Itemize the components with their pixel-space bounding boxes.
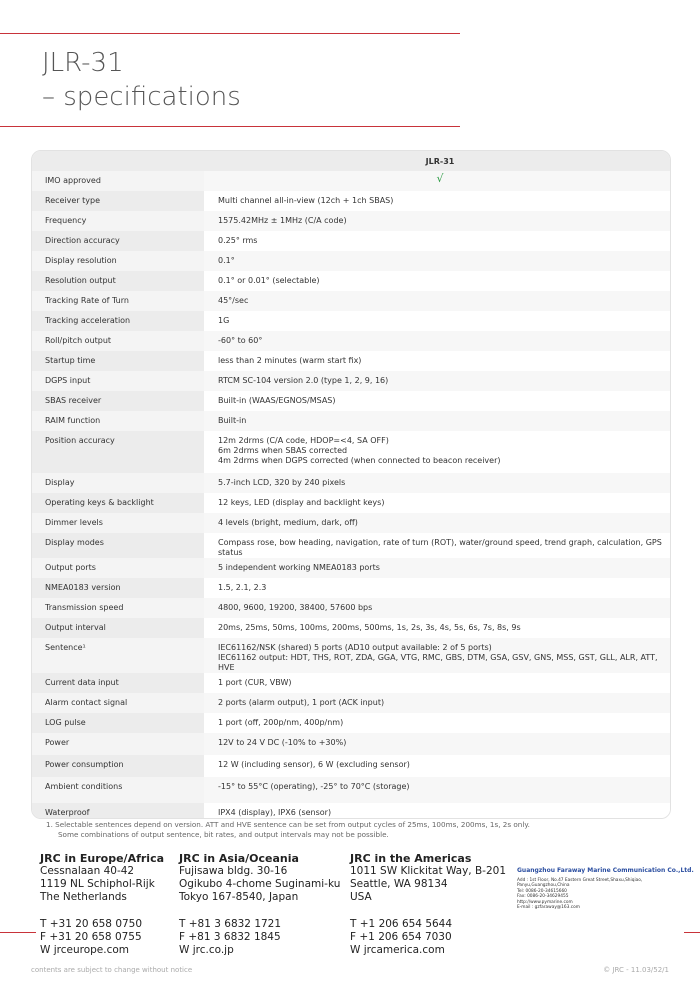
office-address-line: 1011 SW Klickitat Way, B-201 (350, 865, 507, 877)
table-row (32, 291, 670, 311)
spec-value-cell (204, 513, 670, 533)
spec-label-cell (32, 431, 204, 473)
office-phone: T +31 20 658 0750 (40, 918, 143, 930)
spec-label: SBAS receiver (45, 396, 102, 405)
spec-label: Transmission speed (45, 603, 124, 612)
dealer-fax: Fax: 0086-20-34629455 (517, 894, 569, 900)
dealer-name: Guangzhou Faraway Marine Communication Co.,Ltd. (517, 867, 694, 874)
table-row (32, 473, 670, 493)
dealer-email[interactable]: E-mail : gzfaraway@163.com (517, 905, 580, 911)
spec-label: Startup time (45, 356, 96, 365)
spec-value-cell (204, 733, 670, 755)
office-address-line: The Netherlands (40, 891, 127, 903)
footer-rule-left (0, 932, 36, 933)
spec-value-cell (204, 598, 670, 618)
spec-value-cell (204, 231, 670, 251)
dealer-stamp (517, 867, 692, 919)
spec-value: -60° to 60° (218, 336, 263, 345)
spec-label: Alarm contact signal (45, 698, 128, 707)
specifications-table (31, 150, 671, 819)
office-americas (350, 852, 515, 957)
table-row (32, 673, 670, 693)
spec-label: Position accuracy (45, 436, 115, 445)
spec-label-cell (32, 311, 204, 331)
spec-label: Current data input (45, 678, 119, 687)
office-address-line: Tokyo 167-8540, Japan (179, 891, 299, 903)
dealer-website[interactable]: http://www.pymarine.com (517, 899, 573, 905)
footnote (46, 820, 530, 840)
spec-label: Output interval (45, 623, 106, 632)
spec-value-cell (204, 673, 670, 693)
spec-value-cell (204, 755, 670, 777)
spec-label: Power (45, 738, 70, 747)
table-row (32, 777, 670, 803)
spec-label-cell (32, 231, 204, 251)
spec-label-cell (32, 473, 204, 493)
spec-label: DGPS input (45, 376, 91, 385)
spec-value: 12 keys, LED (display and backlight keys) (218, 498, 385, 507)
spec-value: IEC61162/NSK (shared) 5 ports (AD10 output available: 2 of 5 ports) IEC61162 output: HDT, THS, ROT, ZDA, GGA, VTG, RMC, GBS, DTM, GSA, GSV, GNS, MSS, GST, GLL, ALR, ATT, HVE (218, 643, 658, 672)
spec-value-cell (204, 618, 670, 638)
spec-label-cell (32, 803, 204, 819)
spec-label-cell (32, 411, 204, 431)
spec-label: Tracking acceleration (45, 316, 131, 325)
dealer-address-line: Panyu,Guangzhou,China (517, 883, 570, 889)
spec-label: Direction accuracy (45, 236, 120, 245)
spec-value: 4 levels (bright, medium, dark, off) (218, 518, 358, 527)
spec-label-cell (32, 171, 204, 191)
office-heading: JRC in the Americas (350, 852, 472, 865)
spec-value-cell (204, 371, 670, 391)
spec-label: Ambient conditions (45, 782, 123, 791)
spec-value: 1575.42MHz ± 1MHz (C/A code) (218, 216, 347, 225)
spec-value: 5.7-inch LCD, 320 by 240 pixels (218, 478, 346, 487)
table-row (32, 638, 670, 673)
spec-label: Power consumption (45, 760, 124, 769)
spec-value-cell (204, 713, 670, 733)
spec-value: 1 port (CUR, VBW) (218, 678, 292, 687)
spec-label: Receiver type (45, 196, 101, 205)
table-row (32, 598, 670, 618)
spec-label-cell (32, 755, 204, 777)
table-row (32, 513, 670, 533)
spec-value-cell (204, 431, 670, 473)
table-row (32, 618, 670, 638)
spec-label-cell (32, 513, 204, 533)
spec-label: Waterproof (45, 808, 90, 817)
table-row (32, 371, 670, 391)
table-header-row (32, 151, 670, 171)
spec-value-cell (204, 693, 670, 713)
spec-label-cell (32, 371, 204, 391)
spec-value: 12m 2drms (C/A code, HDOP=<4, SA OFF) 6m 2drms when SBAS corrected 4m 2drms when DGPS corrected (when connected to beacon receiver) (218, 436, 501, 465)
table-row (32, 331, 670, 351)
office-asia (179, 852, 351, 957)
table-row (32, 693, 670, 713)
footnote-line-2: Some combinations of output sentence, bit rates, and output intervals may not be possible. (58, 830, 389, 839)
spec-label-cell (32, 618, 204, 638)
table-row (32, 493, 670, 513)
spec-label-cell (32, 713, 204, 733)
office-fax: F +31 20 658 0755 (40, 931, 142, 943)
office-address-line: 1119 NL Schiphol-Rijk (40, 878, 155, 890)
spec-label: Tracking Rate of Turn (45, 296, 129, 305)
spec-label-cell (32, 638, 204, 673)
table-row (32, 533, 670, 558)
dealer-address-line: Add : 1st Floor, No.47 Eastern Great Street,Shaxu,Shiqiao, (517, 878, 643, 883)
spec-value-cell (204, 558, 670, 578)
spec-label-cell (32, 578, 204, 598)
header-empty-cell (32, 151, 204, 171)
spec-label: NMEA0183 version (45, 583, 121, 592)
spec-label-cell (32, 351, 204, 371)
spec-value: Multi channel all-in-view (12ch + 1ch SBAS) (218, 196, 394, 205)
office-address-line: Fujisawa bldg. 30-16 (179, 865, 288, 877)
spec-value: 0.1° (218, 256, 235, 265)
spec-value-cell (204, 351, 670, 371)
spec-value: 12 W (including sensor), 6 W (excluding sensor) (218, 760, 410, 769)
spec-value: IPX4 (display), IPX6 (sensor) (218, 808, 332, 817)
spec-label-cell (32, 673, 204, 693)
spec-value: 0.1° or 0.01° (selectable) (218, 276, 320, 285)
spec-label-cell (32, 733, 204, 755)
spec-label: Resolution output (45, 276, 116, 285)
spec-value-cell (204, 533, 670, 558)
footer-rule-right (684, 932, 700, 933)
title-subtitle: – specifications (42, 82, 241, 112)
spec-label-cell (32, 598, 204, 618)
table-row (32, 391, 670, 411)
spec-label: Display modes (45, 538, 104, 547)
spec-value: RTCM SC-104 version 2.0 (type 1, 2, 9, 16) (218, 376, 389, 385)
spec-value: 2 ports (alarm output), 1 port (ACK input) (218, 698, 385, 707)
spec-value: 4800, 9600, 19200, 38400, 57600 bps (218, 603, 373, 612)
spec-value-cell (204, 473, 670, 493)
spec-label: LOG pulse (45, 718, 86, 727)
table-row (32, 351, 670, 371)
spec-label-cell (32, 493, 204, 513)
spec-value-cell (204, 311, 670, 331)
spec-value-cell (204, 331, 670, 351)
header-model-cell: JLR-31 (204, 151, 670, 171)
office-phone: T +1 206 654 5644 (350, 918, 453, 930)
spec-value-cell (204, 493, 670, 513)
spec-label-cell (32, 558, 204, 578)
office-website[interactable]: W jrcamerica.com (350, 944, 445, 956)
office-website[interactable]: W jrc.co.jp (179, 944, 234, 956)
spec-value-cell (204, 803, 670, 819)
spec-value-cell (204, 578, 670, 598)
spec-value: Compass rose, bow heading, navigation, rate of turn (ROT), water/ground speed, trend graph, calculation, GPS status (218, 538, 662, 557)
checkmark-icon: √ (436, 172, 444, 185)
office-fax: F +81 3 6832 1845 (179, 931, 281, 943)
spec-value-cell (204, 291, 670, 311)
table-row (32, 431, 670, 473)
table-row (32, 411, 670, 431)
table-row (32, 755, 670, 777)
spec-value-cell (204, 777, 670, 803)
table-row (32, 558, 670, 578)
table-row (32, 231, 670, 251)
document-code: © JRC - 11.03/52/1 (603, 966, 669, 974)
spec-value: 1.5, 2.1, 2.3 (218, 583, 267, 592)
table-row (32, 803, 670, 819)
title-model: JLR-31 (42, 48, 124, 78)
office-address-line: Cessnalaan 40-42 (40, 865, 135, 877)
spec-value-cell (204, 638, 670, 673)
table-row (32, 251, 670, 271)
office-address-line: Seattle, WA 98134 (350, 878, 448, 890)
spec-label-cell (32, 777, 204, 803)
table-row (32, 311, 670, 331)
footnote-line-1: 1. Selectable sentences depend on version. ATT and HVE sentence can be set from output cycles of 25ms, 100ms, 200ms, 1s, 2s only. (46, 820, 530, 829)
office-europe (40, 852, 180, 957)
spec-label-cell (32, 391, 204, 411)
spec-value: 5 independent working NMEA0183 ports (218, 563, 380, 572)
spec-value-cell (204, 191, 670, 211)
spec-value-cell (204, 271, 670, 291)
spec-value-cell (204, 171, 670, 191)
office-address-line: Ogikubo 4-chome Suginami-ku (179, 878, 341, 890)
spec-label: Operating keys & backlight (45, 498, 154, 507)
table-row (32, 191, 670, 211)
spec-value: -15° to 55°C (operating), -25° to 70°C (storage) (218, 782, 410, 791)
spec-label-cell (32, 331, 204, 351)
office-heading: JRC in Asia/Oceania (179, 852, 299, 865)
spec-label: Roll/pitch output (45, 336, 112, 345)
top-rule (0, 33, 460, 34)
table-row (32, 211, 670, 231)
office-website[interactable]: W jrceurope.com (40, 944, 130, 956)
spec-value-cell (204, 211, 670, 231)
spec-label-cell (32, 693, 204, 713)
spec-value-cell (204, 411, 670, 431)
spec-label-cell (32, 533, 204, 558)
table-row (32, 171, 670, 191)
spec-value: 45°/sec (218, 296, 249, 305)
spec-value: Built-in (WAAS/EGNOS/MSAS) (218, 396, 336, 405)
table-row (32, 578, 670, 598)
spec-value: 1 port (off, 200p/nm, 400p/nm) (218, 718, 344, 727)
table-row (32, 713, 670, 733)
spec-value-cell (204, 391, 670, 411)
office-fax: F +1 206 654 7030 (350, 931, 452, 943)
spec-label-cell (32, 291, 204, 311)
office-address-line: USA (350, 891, 372, 903)
spec-value: 20ms, 25ms, 50ms, 100ms, 200ms, 500ms, 1s, 2s, 3s, 4s, 5s, 6s, 7s, 8s, 9s (218, 623, 521, 632)
office-heading: JRC in Europe/Africa (40, 852, 165, 865)
spec-label: Display resolution (45, 256, 117, 265)
spec-label: RAIM function (45, 416, 101, 425)
spec-value: 0.25° rms (218, 236, 258, 245)
spec-label-cell (32, 251, 204, 271)
spec-value-cell (204, 251, 670, 271)
disclaimer-text: contents are subject to change without notice (31, 966, 193, 974)
spec-label: Output ports (45, 563, 96, 572)
spec-value: Built-in (218, 416, 247, 425)
spec-value: less than 2 minutes (warm start fix) (218, 356, 362, 365)
spec-label-cell (32, 191, 204, 211)
spec-label: Frequency (45, 216, 87, 225)
spec-label-cell (32, 211, 204, 231)
spec-label-cell (32, 271, 204, 291)
dealer-tel: Tel: 0086-20-34615660 (517, 888, 567, 894)
page-title (42, 46, 241, 114)
office-phone: T +81 3 6832 1721 (179, 918, 282, 930)
spec-label: Sentence¹ (45, 643, 86, 652)
spec-label: Display (45, 478, 75, 487)
spec-value: 1G (218, 316, 230, 325)
spec-value: 12V to 24 V DC (-10% to +30%) (218, 738, 347, 747)
spec-label: IMO approved (45, 176, 101, 185)
spec-label: Dimmer levels (45, 518, 103, 527)
title-rule (0, 126, 460, 127)
table-row (32, 733, 670, 755)
table-row (32, 271, 670, 291)
